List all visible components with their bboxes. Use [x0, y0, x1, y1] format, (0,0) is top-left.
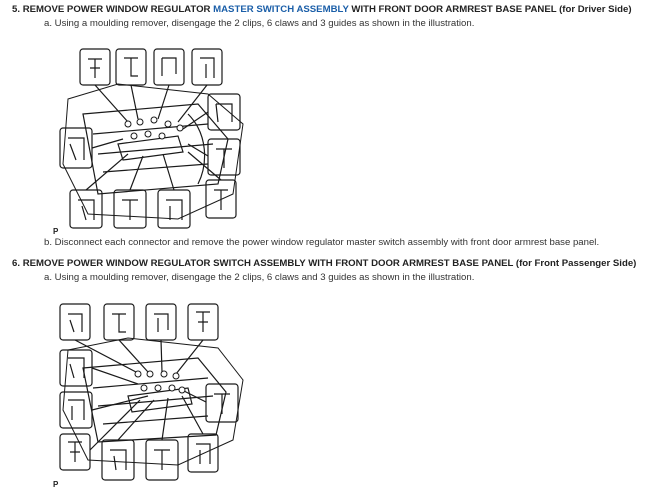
passenger-side-illustration — [58, 300, 248, 486]
step-6-number: 6. — [12, 258, 21, 269]
driver-side-illustration — [58, 44, 248, 232]
step-5-number: 5. — [12, 4, 21, 15]
master-switch-assembly-link[interactable]: MASTER SWITCH ASSEMBLY — [213, 4, 349, 15]
step-5-title — [12, 4, 632, 15]
step-5-sub-b: b. Disconnect each connector and remove the power window regulator master switch assembly with front door armrest base panel. — [44, 237, 600, 248]
figure-label-driver: P — [53, 227, 59, 236]
step-5-title-pre: REMOVE POWER WINDOW REGULATOR — [22, 4, 214, 15]
step-5-sub-a: a. Using a moulding remover, disengage the 2 clips, 6 claws and 3 guides as shown in the illustration. — [44, 18, 475, 29]
step-5-title-post: WITH FRONT DOOR ARMREST BASE PANEL (for Driver Side) — [348, 4, 632, 15]
figure-label-passenger: P — [53, 480, 59, 489]
step-6-sub-a: a. Using a moulding remover, disengage the 2 clips, 6 claws and 3 guides as shown in the illustration. — [44, 272, 475, 283]
step-6-title-text: REMOVE POWER WINDOW REGULATOR SWITCH ASSEMBLY WITH FRONT DOOR ARMREST BASE PANEL (for Front Passenger Side) — [22, 258, 637, 269]
step-6-title — [12, 258, 636, 269]
